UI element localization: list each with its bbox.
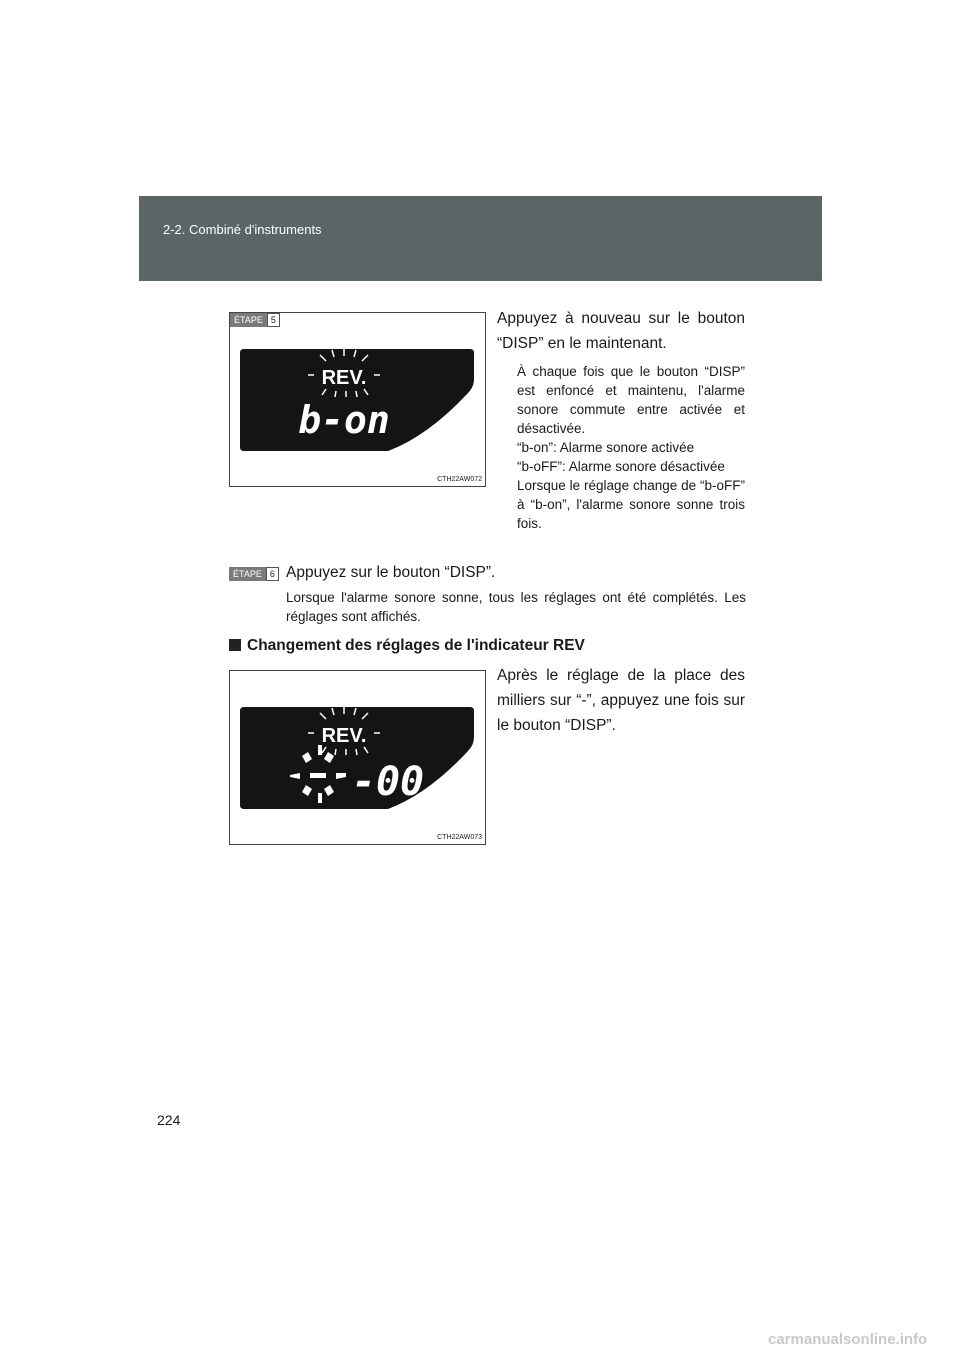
step5-instruction: Appuyez à nouveau sur le bouton “DISP” en le maintenant.: [497, 310, 745, 352]
page-number: 224: [157, 1112, 181, 1128]
section-title: 2-2. Combiné d'instruments: [163, 222, 322, 237]
section-header: [139, 196, 822, 281]
lcd-display-illustration: [238, 341, 476, 457]
step5-note: [517, 362, 745, 533]
figure-rev: [229, 670, 486, 845]
lcd-indicator-text: REV.: [321, 367, 367, 389]
lcd-display-illustration: [238, 699, 476, 815]
step6-instruction: Appuyez sur le bouton “DISP”.: [286, 564, 496, 581]
step6-badge: [229, 567, 279, 581]
note-line: “b-on”: Alarme sonore activée: [517, 440, 695, 455]
step6-note: Lorsque l'alarme sonore sonne, tous les réglages ont été complétés. Les réglages sont affichés.: [286, 590, 746, 624]
lcd-indicator-text: REV.: [321, 725, 367, 747]
figure-code: CTH22AW072: [437, 476, 482, 483]
note-line: Lorsque le réglage change de “b-oFF” à “b-on”, l'alarme sonore sonne trois fois.: [517, 478, 745, 531]
note-line: “b-oFF”: Alarme sonore désactivée: [517, 459, 725, 474]
watermark: carmanualsonline.info: [768, 1331, 928, 1348]
section-heading: [229, 637, 585, 655]
square-bullet-icon: [229, 639, 241, 651]
section-body-text: Après le réglage de la place des milliers sur “-”, appuyez une fois sur le bouton “DISP”.: [497, 667, 745, 734]
step-badge: [230, 313, 280, 327]
figure-step5: [229, 312, 486, 487]
section-heading-text: Changement des réglages de l'indicateur REV: [247, 637, 585, 654]
step-label: ÉTAPE: [229, 567, 266, 581]
lcd-value-text: -00: [351, 759, 425, 805]
lcd-value-text: b-on: [298, 398, 390, 442]
step-label: ÉTAPE: [230, 313, 267, 327]
step-number: 6: [266, 567, 279, 581]
note-line: À chaque fois que le bouton “DISP” est enfoncé et maintenu, l'alarme sonore commute entre activée et désactivée.: [517, 364, 745, 436]
figure-code: CTH22AW073: [437, 834, 482, 841]
step-number: 5: [267, 313, 280, 327]
